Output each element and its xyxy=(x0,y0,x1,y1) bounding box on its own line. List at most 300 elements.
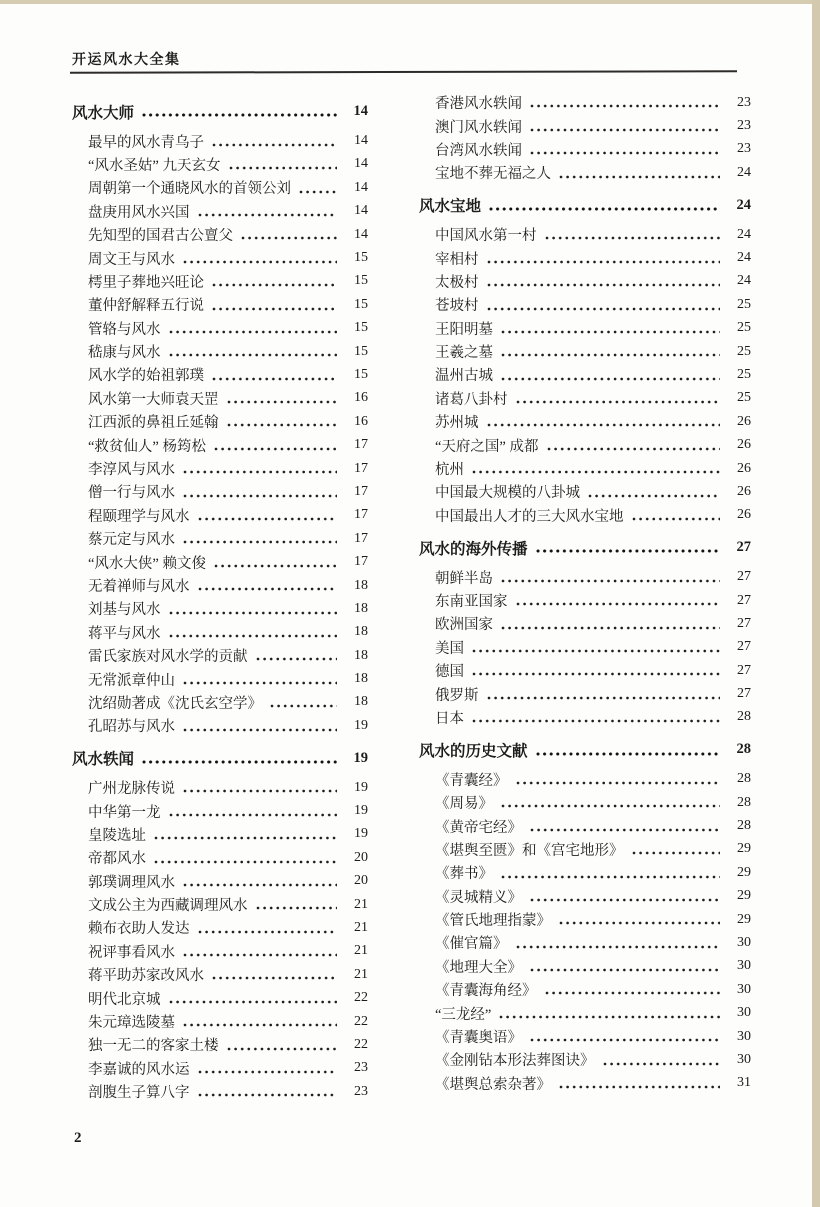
toc-item-page-number: 17 xyxy=(354,460,368,476)
dot-leader xyxy=(530,967,720,973)
toc-item-page-number: 30 xyxy=(737,1028,751,1044)
toc-item-label: 蒋平与风水 xyxy=(88,625,161,642)
toc-item-label: “风水圣姑” 九天玄女 xyxy=(88,157,221,174)
toc-entry-row xyxy=(419,246,751,269)
toc-item-label: 太极村 xyxy=(435,274,479,291)
toc-item-label: 蔡元定与风水 xyxy=(88,532,175,549)
toc-entry-row xyxy=(72,986,368,1009)
toc-item-page-number: 17 xyxy=(354,507,368,523)
toc-entry-row xyxy=(72,387,368,410)
toc-item-page-number: 18 xyxy=(354,624,368,640)
toc-entry-row xyxy=(72,799,368,822)
toc-item-label: 程颐理学与风水 xyxy=(88,508,190,525)
running-header-title: 开运风水大全集 xyxy=(72,53,181,68)
toc-entry-row xyxy=(419,838,751,861)
toc-item-label: 《黄帝宅经》 xyxy=(435,819,522,836)
toc-item-label: 文成公主为西藏调理风水 xyxy=(88,898,248,915)
toc-item-label: 中国最大规模的八卦城 xyxy=(435,485,580,502)
dot-leader xyxy=(212,306,337,312)
toc-item-page-number: 14 xyxy=(353,103,368,120)
dot-leader xyxy=(169,329,338,335)
toc-entry-row xyxy=(419,955,751,978)
toc-entry-row xyxy=(419,814,751,837)
toc-item-label: 无常派章仲山 xyxy=(88,672,175,689)
toc-item-label: 诸葛八卦村 xyxy=(435,391,508,408)
dot-leader xyxy=(256,656,338,662)
toc-item-page-number: 19 xyxy=(354,717,368,733)
toc-entry-row xyxy=(72,1033,368,1056)
toc-item-label: 孔昭苏与风水 xyxy=(88,719,175,736)
toc-entry-row xyxy=(419,223,751,246)
toc-item-label: 《堪舆总索杂著》 xyxy=(435,1076,551,1093)
dot-leader xyxy=(229,165,338,171)
dot-leader xyxy=(501,625,720,631)
dot-leader xyxy=(169,610,338,616)
dot-leader xyxy=(499,1014,720,1020)
toc-item-page-number: 24 xyxy=(737,273,751,289)
dot-leader xyxy=(212,282,337,288)
toc-entry-row xyxy=(419,138,751,161)
header-rule xyxy=(70,70,737,73)
toc-item-page-number: 20 xyxy=(354,849,368,865)
toc-item-label: 苍坡村 xyxy=(435,298,479,315)
toc-item-page-number: 23 xyxy=(354,1083,368,1099)
dot-leader xyxy=(559,174,720,180)
toc-item-label: 王羲之墓 xyxy=(435,345,493,362)
toc-entry-row xyxy=(72,1010,368,1033)
toc-entry-row xyxy=(72,200,368,223)
toc-item-label: 杭州 xyxy=(435,462,464,479)
toc-entry-row xyxy=(419,457,751,480)
toc-item-label: 《周易》 xyxy=(435,796,493,813)
dot-leader xyxy=(487,259,721,265)
toc-item-page-number: 29 xyxy=(737,841,751,857)
toc-item-page-number: 25 xyxy=(737,320,751,336)
toc-entry-row xyxy=(72,527,368,550)
dot-leader xyxy=(530,150,720,156)
toc-entry-row xyxy=(419,270,751,293)
toc-item-page-number: 23 xyxy=(737,94,751,110)
toc-entry-row xyxy=(72,176,368,199)
toc-item-page-number: 27 xyxy=(737,662,751,678)
toc-item-page-number: 18 xyxy=(354,647,368,663)
toc-item-label: 欧洲国家 xyxy=(435,617,493,634)
dot-leader xyxy=(501,352,720,358)
dot-leader xyxy=(516,601,721,607)
dot-leader xyxy=(530,1037,720,1043)
toc-item-label: 《葬书》 xyxy=(435,866,493,883)
toc-item-label: 雷氏家族对风水学的贡献 xyxy=(88,649,248,666)
table-of-contents xyxy=(72,91,751,1103)
toc-entry-row xyxy=(419,908,751,931)
toc-item-page-number: 27 xyxy=(737,592,751,608)
toc-entry-row xyxy=(72,129,368,152)
toc-item-label: 《灵城精义》 xyxy=(435,889,522,906)
toc-entry-row xyxy=(72,940,368,963)
toc-item-label: 赖布衣助人发达 xyxy=(88,921,190,938)
toc-item-label: 宰相村 xyxy=(435,251,479,268)
toc-item-page-number: 14 xyxy=(354,203,368,219)
toc-section-row xyxy=(419,194,751,217)
toc-item-page-number: 29 xyxy=(737,888,751,904)
toc-item-page-number: 25 xyxy=(737,390,751,406)
toc-item-page-number: 28 xyxy=(737,794,751,810)
toc-item-page-number: 17 xyxy=(354,437,368,453)
toc-item-page-number: 14 xyxy=(354,133,368,149)
dot-leader xyxy=(227,1046,338,1052)
toc-entry-row xyxy=(72,916,368,939)
toc-entry-row xyxy=(72,846,368,869)
toc-entry-row xyxy=(419,791,751,814)
toc-entry-row xyxy=(72,270,368,293)
dot-leader xyxy=(212,975,337,981)
toc-entry-row xyxy=(419,433,751,456)
dot-leader xyxy=(472,718,720,724)
toc-entry-row xyxy=(419,340,751,363)
toc-entry-row xyxy=(419,768,751,791)
toc-entry-row xyxy=(419,293,751,316)
toc-item-page-number: 22 xyxy=(354,1013,368,1029)
toc-item-page-number: 17 xyxy=(354,554,368,570)
toc-item-label: “风水大侠” 赖文俊 xyxy=(88,555,206,572)
toc-entry-row xyxy=(72,667,368,690)
toc-item-page-number: 23 xyxy=(737,118,751,134)
dot-leader xyxy=(183,469,337,475)
dot-leader xyxy=(183,680,337,686)
toc-item-label: 王阳明墓 xyxy=(435,321,493,338)
toc-item-label: 皇陵选址 xyxy=(88,827,146,844)
toc-entry-row xyxy=(72,644,368,667)
toc-item-label: 中国最出人才的三大风水宝地 xyxy=(435,508,624,525)
toc-item-page-number: 29 xyxy=(737,911,751,927)
toc-item-label: 李嘉诚的风水运 xyxy=(88,1061,190,1078)
toc-entry-row xyxy=(419,363,751,386)
toc-item-page-number: 21 xyxy=(354,896,368,912)
toc-item-page-number: 18 xyxy=(354,600,368,616)
toc-item-page-number: 15 xyxy=(354,296,368,312)
toc-entry-row xyxy=(72,963,368,986)
toc-item-page-number: 24 xyxy=(736,196,751,213)
toc-entry-row xyxy=(419,1025,751,1048)
toc-item-page-number: 16 xyxy=(354,390,368,406)
toc-item-label: 《青囊经》 xyxy=(435,772,508,789)
toc-entry-row xyxy=(419,682,751,705)
toc-item-label: “救贫仙人” 杨筠松 xyxy=(88,438,206,455)
toc-section-row xyxy=(72,747,368,770)
dot-leader xyxy=(212,142,337,148)
toc-item-label: 风水宝地 xyxy=(419,198,482,216)
toc-item-page-number: 27 xyxy=(737,569,751,585)
toc-entry-row xyxy=(72,340,368,363)
dot-leader xyxy=(487,422,721,428)
dot-leader xyxy=(501,874,720,880)
dot-leader xyxy=(516,944,721,950)
toc-item-label: 澳门风水轶闻 xyxy=(435,119,522,136)
dot-leader xyxy=(256,905,338,911)
toc-entry-row xyxy=(72,776,368,799)
dot-leader xyxy=(530,127,720,133)
dot-leader xyxy=(530,897,720,903)
dot-leader xyxy=(536,751,720,757)
toc-item-label: 蒋平助苏家改风水 xyxy=(88,968,204,985)
toc-entry-row xyxy=(419,480,751,503)
dot-leader xyxy=(501,803,720,809)
dot-leader xyxy=(198,1069,338,1075)
toc-item-page-number: 24 xyxy=(737,250,751,266)
toc-item-label: 李淳风与风水 xyxy=(88,462,175,479)
toc-entry-row xyxy=(419,931,751,954)
toc-item-label: 风水轶闻 xyxy=(72,751,135,769)
toc-item-page-number: 25 xyxy=(737,366,751,382)
toc-item-page-number: 24 xyxy=(737,226,751,242)
toc-item-label: 帝都风水 xyxy=(88,851,146,868)
toc-entry-row xyxy=(419,861,751,884)
dot-leader xyxy=(198,1092,338,1098)
toc-entry-row xyxy=(72,621,368,644)
dot-leader xyxy=(214,563,337,569)
dot-leader xyxy=(559,920,720,926)
toc-item-page-number: 14 xyxy=(354,226,368,242)
toc-item-page-number: 17 xyxy=(354,483,368,499)
toc-item-page-number: 29 xyxy=(737,864,751,880)
toc-item-page-number: 21 xyxy=(354,966,368,982)
toc-entry-row xyxy=(419,978,751,1001)
dot-leader xyxy=(299,189,337,195)
toc-entry-row xyxy=(419,317,751,340)
toc-entry-row xyxy=(419,706,751,729)
toc-item-page-number: 27 xyxy=(736,539,751,556)
toc-item-page-number: 26 xyxy=(737,413,751,429)
toc-entry-row xyxy=(72,893,368,916)
dot-leader xyxy=(183,952,337,958)
toc-item-page-number: 25 xyxy=(737,343,751,359)
dot-leader xyxy=(472,469,720,475)
toc-item-page-number: 15 xyxy=(354,273,368,289)
toc-right-column xyxy=(419,91,751,1103)
toc-item-page-number: 28 xyxy=(737,709,751,725)
toc-entry-row xyxy=(72,293,368,316)
toc-entry-row xyxy=(72,574,368,597)
dot-leader xyxy=(183,788,337,794)
dot-leader xyxy=(487,306,721,312)
dot-leader xyxy=(154,835,337,841)
toc-item-label: 无着禅师与风水 xyxy=(88,579,190,595)
toc-entry-row xyxy=(419,1048,751,1071)
toc-item-label: 郭璞调理风水 xyxy=(88,874,175,891)
toc-section-row xyxy=(72,100,368,123)
dot-leader xyxy=(270,703,337,709)
dot-leader xyxy=(588,493,720,499)
toc-item-page-number: 23 xyxy=(737,141,751,157)
toc-item-page-number: 30 xyxy=(737,981,751,997)
toc-entry-row xyxy=(72,410,368,433)
dot-leader xyxy=(183,882,337,888)
toc-item-page-number: 28 xyxy=(736,741,751,758)
toc-item-label: 嵇康与风水 xyxy=(88,345,161,362)
toc-item-page-number: 18 xyxy=(354,671,368,687)
toc-item-label: 中华第一龙 xyxy=(88,804,161,821)
toc-item-label: 《堪舆至匮》和《宫宅地形》 xyxy=(435,842,624,859)
dot-leader xyxy=(227,399,338,405)
dot-leader xyxy=(632,850,721,856)
toc-entry-row xyxy=(419,636,751,659)
toc-entry-row xyxy=(419,659,751,682)
toc-item-page-number: 20 xyxy=(354,873,368,889)
dot-leader xyxy=(530,103,720,109)
dot-leader xyxy=(183,539,337,545)
toc-item-label: 美国 xyxy=(435,640,464,657)
toc-item-label: 宝地不葬无福之人 xyxy=(435,166,551,183)
toc-item-label: 独一无二的客家土楼 xyxy=(88,1038,219,1055)
dot-leader xyxy=(472,671,720,677)
toc-entry-row xyxy=(419,91,751,114)
toc-item-page-number: 25 xyxy=(737,296,751,312)
toc-item-label: 祝评事看风水 xyxy=(88,944,175,961)
toc-item-label: 风水大师 xyxy=(72,104,135,122)
toc-item-label: 中国风水第一村 xyxy=(435,228,537,245)
toc-item-page-number: 22 xyxy=(354,990,368,1006)
toc-item-page-number: 26 xyxy=(737,460,751,476)
toc-entry-row xyxy=(72,317,368,340)
dot-leader xyxy=(169,812,338,818)
dot-leader xyxy=(536,548,720,554)
toc-item-label: 《管氏地理指蒙》 xyxy=(435,913,551,930)
toc-item-page-number: 19 xyxy=(353,749,368,766)
toc-item-page-number: 19 xyxy=(354,826,368,842)
toc-item-label: 风水第一大师袁天罡 xyxy=(88,391,219,408)
toc-item-label: 朝鲜半岛 xyxy=(435,570,493,587)
toc-entry-row xyxy=(72,691,368,714)
toc-item-label: 东南亚国家 xyxy=(435,594,508,610)
dot-leader xyxy=(183,1022,337,1028)
toc-entry-row xyxy=(72,597,368,620)
toc-left-column xyxy=(72,91,368,1103)
toc-item-label: 沈绍勋著成《沈氏玄空学》 xyxy=(88,695,262,712)
toc-item-page-number: 26 xyxy=(737,483,751,499)
toc-section-row xyxy=(419,536,751,559)
toc-item-page-number: 15 xyxy=(354,320,368,336)
toc-entry-row xyxy=(72,714,368,737)
toc-item-page-number: 26 xyxy=(737,437,751,453)
toc-entry-row xyxy=(72,550,368,573)
toc-entry-row xyxy=(419,504,751,527)
toc-entry-row xyxy=(72,1080,368,1103)
toc-entry-row xyxy=(419,1072,751,1095)
dot-leader xyxy=(241,235,337,241)
toc-entry-row xyxy=(72,823,368,846)
dot-leader xyxy=(198,586,338,592)
toc-item-label: 俄罗斯 xyxy=(435,687,479,704)
toc-item-label: 日本 xyxy=(435,710,464,727)
toc-item-page-number: 30 xyxy=(737,1051,751,1067)
toc-entry-row xyxy=(72,153,368,176)
toc-item-page-number: 30 xyxy=(737,934,751,950)
dot-leader xyxy=(212,376,337,382)
toc-entry-row xyxy=(72,1057,368,1080)
toc-item-label: 盘庚用风水兴国 xyxy=(88,204,190,221)
toc-item-label: “三龙经” xyxy=(435,1006,492,1023)
dot-leader xyxy=(632,516,721,522)
toc-item-page-number: 15 xyxy=(354,343,368,359)
dot-leader xyxy=(169,352,338,358)
toc-entry-row xyxy=(72,480,368,503)
toc-item-label: 苏州城 xyxy=(435,415,479,432)
dot-leader xyxy=(154,859,337,865)
dot-leader xyxy=(603,1061,721,1067)
toc-item-label: 台湾风水轶闻 xyxy=(435,142,522,159)
toc-item-label: 广州龙脉传说 xyxy=(88,781,175,798)
toc-item-page-number: 18 xyxy=(354,694,368,710)
toc-item-page-number: 23 xyxy=(354,1060,368,1076)
dot-leader xyxy=(198,516,338,522)
toc-entry-row xyxy=(419,565,751,588)
dot-leader xyxy=(227,422,338,428)
toc-item-label: 温州古城 xyxy=(435,368,493,385)
dot-leader xyxy=(559,1084,720,1090)
toc-item-page-number: 28 xyxy=(737,818,751,834)
toc-item-label: 风水的历史文献 xyxy=(419,742,528,760)
dot-leader xyxy=(516,399,721,405)
dot-leader xyxy=(472,648,720,654)
dot-leader xyxy=(501,578,720,584)
toc-item-page-number: 14 xyxy=(354,156,368,172)
toc-item-label: 樗里子葬地兴旺论 xyxy=(88,274,204,291)
toc-entry-row xyxy=(72,504,368,527)
toc-item-label: 剖腹生子算八字 xyxy=(88,1085,190,1102)
dot-leader xyxy=(183,727,337,733)
toc-item-page-number: 24 xyxy=(737,164,751,180)
toc-entry-row xyxy=(72,246,368,269)
toc-entry-row xyxy=(72,363,368,386)
dot-leader xyxy=(142,112,337,118)
toc-item-label: 明代北京城 xyxy=(88,991,161,1008)
toc-item-page-number: 19 xyxy=(354,779,368,795)
dot-leader xyxy=(530,827,720,833)
dot-leader xyxy=(545,235,721,241)
toc-item-label: 管辂与风水 xyxy=(88,321,161,338)
dot-leader xyxy=(169,999,338,1005)
toc-item-page-number: 31 xyxy=(737,1075,751,1091)
toc-entry-row xyxy=(419,589,751,612)
toc-item-label: “天府之国” 成都 xyxy=(435,438,539,455)
toc-item-label: 朱元璋选陵墓 xyxy=(88,1015,175,1032)
toc-item-page-number: 17 xyxy=(354,530,368,546)
toc-item-page-number: 18 xyxy=(354,577,368,593)
toc-item-label: 《青囊奥语》 xyxy=(435,1030,522,1047)
toc-entry-row xyxy=(419,410,751,433)
dot-leader xyxy=(214,446,337,452)
toc-item-page-number: 21 xyxy=(354,943,368,959)
toc-item-label: 先知型的国君古公亶父 xyxy=(88,228,233,245)
toc-item-label: 风水学的始祖郭璞 xyxy=(88,368,204,385)
toc-item-page-number: 27 xyxy=(737,686,751,702)
toc-item-page-number: 22 xyxy=(354,1036,368,1052)
toc-entry-row xyxy=(72,457,368,480)
toc-item-page-number: 28 xyxy=(737,771,751,787)
toc-entry-row xyxy=(419,612,751,635)
dot-leader xyxy=(198,212,338,218)
toc-item-page-number: 15 xyxy=(354,366,368,382)
toc-entry-row xyxy=(419,114,751,137)
toc-section-row xyxy=(419,738,751,761)
toc-item-label: 《青囊海角经》 xyxy=(435,983,537,1000)
toc-item-label: 僧一行与风水 xyxy=(88,485,175,502)
toc-entry-row xyxy=(72,223,368,246)
toc-entry-row xyxy=(72,433,368,456)
toc-item-label: 《地理大全》 xyxy=(435,959,522,976)
toc-item-page-number: 30 xyxy=(737,1005,751,1021)
dot-leader xyxy=(198,929,338,935)
